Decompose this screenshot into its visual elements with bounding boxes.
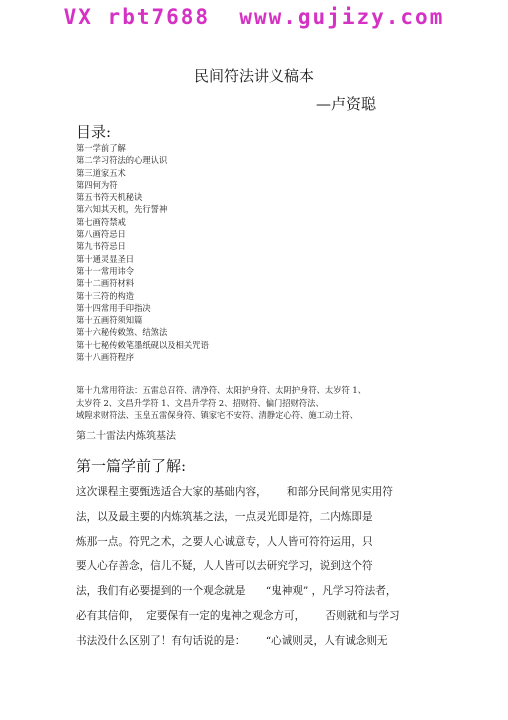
toc-item: 第六知其天机，先行誓神	[76, 204, 168, 215]
toc-item: 第十四常用手印指决	[76, 302, 151, 313]
toc-item: 第十六秘传敕煞、结煞法	[76, 327, 168, 338]
toc-item-19	[76, 384, 436, 422]
toc-item: 第十七秘传敕笔墨纸砚以及相关咒语	[76, 339, 209, 350]
table-of-contents	[76, 142, 436, 363]
toc-item: 第二学习符法的心理认识	[76, 155, 168, 166]
toc-item: 第一学前了解	[76, 143, 126, 153]
toc-item: 第十通灵显圣日	[76, 253, 135, 264]
toc-item: 第十五画符须知篇	[76, 315, 143, 326]
toc-item: 第三道家五术	[76, 167, 126, 178]
toc-item: 第十八画符程序	[76, 352, 135, 363]
section-body	[76, 484, 432, 658]
toc-item: 第十三符的构造	[76, 290, 135, 301]
toc-item-19-line: 第十九常用符法：五雷总召符、清净符、太阳护身符、太阴护身符、太岁符 1、	[76, 385, 367, 395]
section-heading: 第一篇学前了解:	[76, 457, 187, 475]
toc-item: 第十二画符材料	[76, 278, 135, 289]
toc-item-19-line: 域隍求财符法、玉皇五雷保身符、镇家宅不安符、清静定心符、施工动土符、	[76, 410, 359, 421]
toc-item: 第七画符禁戒	[76, 216, 126, 227]
body-line: 这次课程主要甄选适合大家的基础内容， 和部分民间常见实用符	[76, 486, 393, 498]
document-author: —卢资聪	[316, 95, 377, 113]
body-line: 要人心存善念，信儿不疑，人人皆可以去研究学习，说到这个符	[76, 560, 373, 573]
toc-heading: 目录:	[76, 123, 112, 141]
toc-item-20: 第二十雷法内炼筑基法	[76, 431, 176, 442]
document-title: 民间符法讲义稿本	[193, 67, 314, 85]
watermark-text: VX rbt7688 www.gujizy.com	[63, 5, 445, 29]
toc-item: 第十一常用讳令	[76, 265, 135, 276]
toc-item: 第八画符忌日	[76, 229, 126, 240]
body-line: 必有其信仰， 定要保有一定的鬼神之观念方可， 否则就和与学习	[76, 609, 400, 622]
body-line: 炼那一点。符咒之术，之要人心诚意专，人人皆可符符运用，只	[76, 535, 373, 548]
toc-item: 第九书符忌日	[76, 241, 126, 252]
toc-item-19-line: 太岁符 2、文昌升学符 1、文昌升学符 2、招财符、偏门招财符法、	[76, 397, 324, 408]
body-line: 法，以及最主要的内炼筑基之法，一点灵光即是符，二内炼即是	[76, 510, 373, 523]
toc-item: 第五书符天机秘诀	[76, 192, 143, 203]
body-line: 法，我们有必要提到的一个观念就是 “鬼神观” ，凡学习符法者，	[76, 585, 397, 598]
body-line: 书法没什么区别了！有句话说的是： “心诚则灵，人有诚念则无	[76, 634, 388, 647]
toc-item: 第四何为符	[76, 179, 118, 190]
